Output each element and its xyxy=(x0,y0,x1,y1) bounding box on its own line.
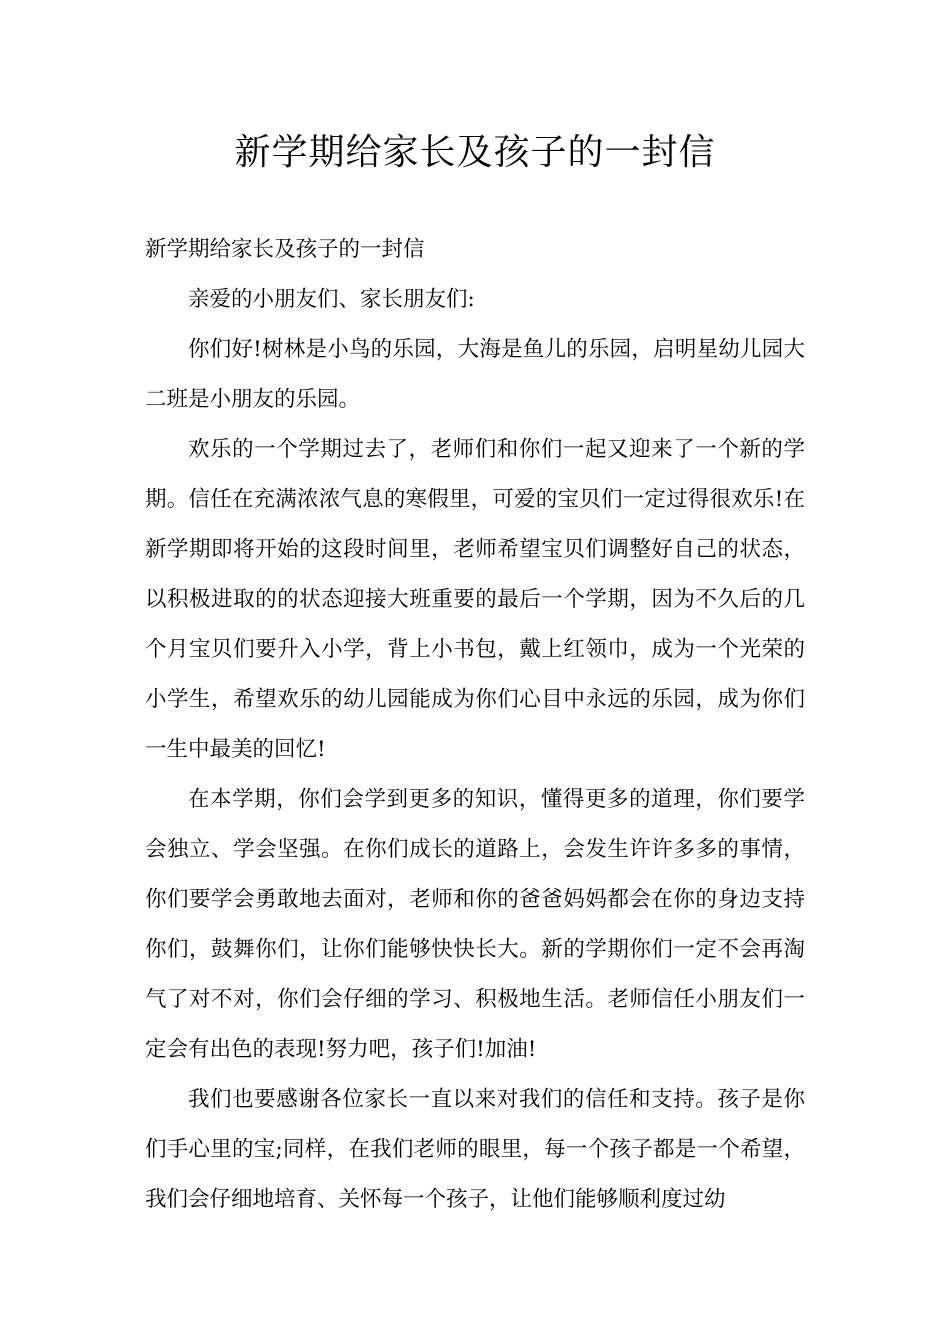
document-title: 新学期给家长及孩子的一封信 xyxy=(234,132,716,173)
document-body xyxy=(145,225,805,1225)
paragraph-salutation: 亲爱的小朋友们、家长朋友们: xyxy=(188,287,475,312)
paragraph-thanks-parents: 我们也要感谢各位家长一直以来对我们的信任和支持。孩子是你们手心里的宝;同样，在我们老师的眼里，每一个孩子都是一个希望，我们会仔细地培育、关怀每一个孩子，让他们能够顺利度过幼 xyxy=(145,1087,805,1212)
paragraph-this-semester: 在本学期，你们会学到更多的知识，懂得更多的道理，你们要学会独立、学会坚强。在你们成长的道路上，会发生许许多多的事情，你们要学会勇敢地去面对，老师和你的爸爸妈妈都会在你的身边支持你们，鼓舞你们，让你们能够快快长大。新的学期你们一定不会再淘气了对不对，你们会仔细的学习、积极地生活。老师信任小朋友们一定会有出色的表现!努力吧，孩子们!加油! xyxy=(145,787,805,1062)
paragraph-greeting: 你们好!树林是小鸟的乐园，大海是鱼儿的乐园，启明星幼儿园大二班是小朋友的乐园。 xyxy=(145,337,805,412)
paragraph-new-semester: 欢乐的一个学期过去了，老师们和你们一起又迎来了一个新的学期。信任在充满浓浓气息的寒假里，可爱的宝贝们一定过得很欢乐!在新学期即将开始的这段时间里，老师希望宝贝们调整好自己的状态，以积极进取的的状态迎接大班重要的最后一个学期，因为不久后的几个月宝贝们要升入小学，背上小书包，戴上红领巾，成为一个光荣的小学生，希望欢乐的幼儿园能成为你们心目中永远的乐园，成为你们一生中最美的回忆! xyxy=(145,437,805,762)
paragraph-heading: 新学期给家长及孩子的一封信 xyxy=(145,237,425,262)
